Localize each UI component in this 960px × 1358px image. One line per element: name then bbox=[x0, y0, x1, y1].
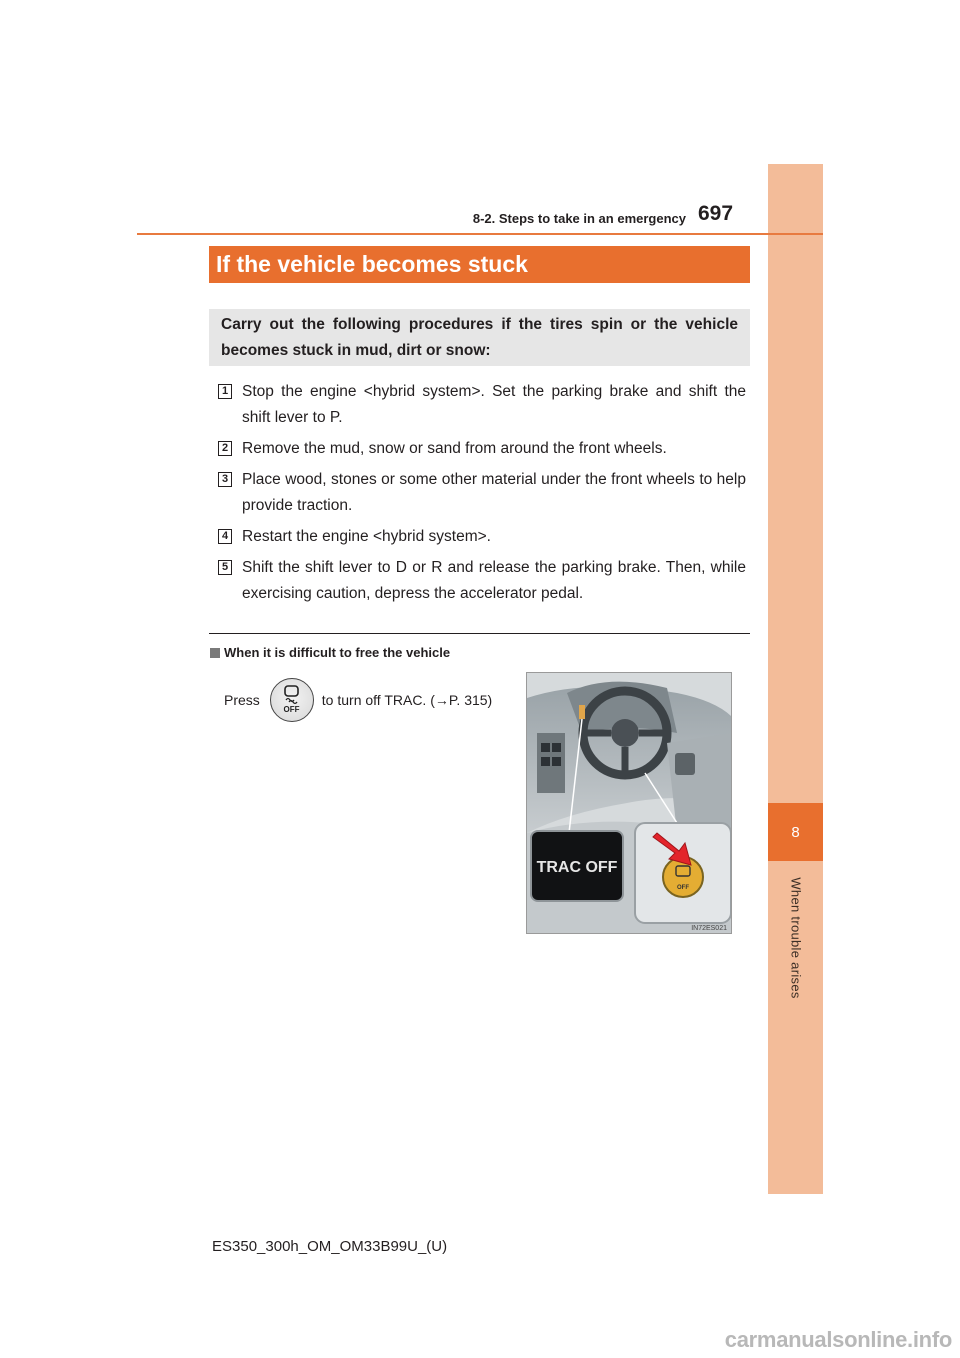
note-after-text: to turn off TRAC. (→P. 315) bbox=[321, 692, 493, 708]
step-item bbox=[218, 436, 746, 462]
note-press-text: Press bbox=[224, 692, 260, 708]
step-number: 3 bbox=[218, 472, 232, 487]
chapter-number-badge bbox=[768, 803, 823, 861]
section-header: 8-2. Steps to take in an emergency bbox=[472, 211, 686, 226]
step-item bbox=[218, 555, 746, 607]
step-number: 5 bbox=[218, 560, 232, 575]
trac-off-display-text: TRAC OFF bbox=[536, 859, 618, 876]
step-text: Shift the shift lever to D or R and release the parking brake. Then, while exercising caution, depress the accelerator pedal. bbox=[242, 559, 746, 602]
watermark: carmanualsonline.info bbox=[724, 1327, 952, 1352]
note-heading bbox=[210, 645, 450, 660]
step-item bbox=[218, 467, 746, 519]
intro-text: Carry out the following procedures if the tires spin or the vehicle becomes stuck in mud, dirt or snow: bbox=[221, 316, 738, 359]
section-divider bbox=[209, 633, 750, 634]
step-item bbox=[218, 524, 746, 550]
step-text: Remove the mud, snow or sand from around the front wheels. bbox=[242, 440, 667, 457]
note-body bbox=[224, 678, 492, 722]
page-footer: ES350_300h_OM_OM33B99U_(U) bbox=[212, 1238, 448, 1255]
step-text: Place wood, stones or some other material under the front wheels to help provide traction. bbox=[242, 471, 746, 514]
figure-button-label: OFF bbox=[677, 885, 689, 891]
trac-off-button-icon bbox=[270, 678, 314, 722]
chapter-number: 8 bbox=[791, 823, 800, 841]
step-text: Stop the engine <hybrid system>. Set the parking brake and shift the shift lever to P. bbox=[242, 383, 746, 426]
page-number: 697 bbox=[698, 202, 734, 225]
step-item bbox=[218, 379, 746, 431]
header-rule bbox=[137, 233, 823, 235]
section-title: If the vehicle becomes stuck bbox=[216, 251, 528, 277]
step-number: 1 bbox=[218, 384, 232, 399]
section-title-bar bbox=[209, 246, 750, 283]
chapter-title: When trouble arises bbox=[788, 877, 804, 999]
trac-button-label: OFF bbox=[283, 705, 300, 714]
square-bullet-icon bbox=[210, 648, 220, 658]
dashboard-illustration bbox=[526, 672, 732, 934]
step-number: 4 bbox=[218, 529, 232, 544]
side-tab bbox=[768, 164, 823, 1194]
figure-code: IN72ES021 bbox=[691, 925, 727, 932]
note-heading-text: When it is difficult to free the vehicle bbox=[224, 645, 451, 660]
steps-list bbox=[218, 379, 746, 612]
intro-box bbox=[209, 309, 750, 366]
step-text: Restart the engine <hybrid system>. bbox=[242, 528, 491, 545]
step-number: 2 bbox=[218, 441, 232, 456]
